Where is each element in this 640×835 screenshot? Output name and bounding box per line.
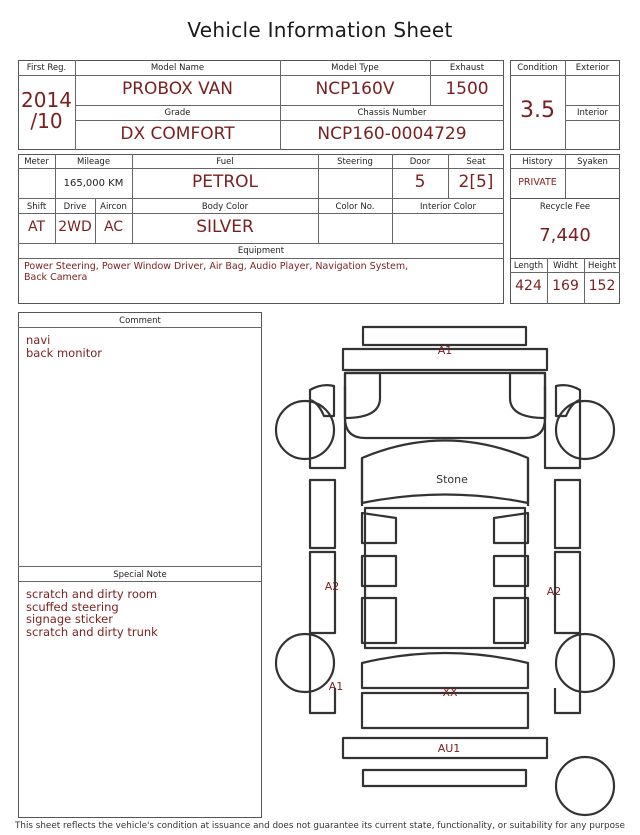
headlight-left bbox=[345, 373, 380, 418]
door-label: Door bbox=[409, 157, 431, 167]
front-bumper-bar bbox=[363, 327, 526, 345]
roof bbox=[365, 508, 525, 648]
seat-value: 2[5] bbox=[458, 172, 494, 192]
first-reg-year: 2014 bbox=[21, 88, 72, 112]
syaken-label: Syaken bbox=[577, 157, 608, 167]
sheet-title: Vehicle Information Sheet bbox=[187, 18, 453, 42]
right-door-windows bbox=[494, 513, 528, 643]
drive-value: 2WD bbox=[58, 219, 92, 235]
height-label: Height bbox=[587, 261, 617, 271]
first-reg-month: /10 bbox=[30, 109, 63, 133]
mark-right-side: A2 bbox=[546, 585, 562, 598]
grade-label: Grade bbox=[164, 108, 191, 118]
history-label: History bbox=[522, 157, 553, 167]
color-no-label: Color No. bbox=[335, 202, 375, 212]
model-name-value: PROBOX VAN bbox=[121, 79, 234, 99]
front-right-wheel bbox=[556, 401, 614, 459]
grade-value: DX COMFORT bbox=[120, 124, 235, 144]
hood bbox=[345, 373, 545, 438]
mileage-value: 165,000 KM bbox=[63, 178, 124, 189]
fuel-value: PETROL bbox=[191, 172, 259, 192]
first-reg-label: First Reg. bbox=[26, 63, 67, 73]
model-name-label: Model Name bbox=[150, 63, 205, 73]
body-color-label: Body Color bbox=[201, 202, 249, 212]
condition-score: 3.5 bbox=[520, 98, 555, 123]
seat-label: Seat bbox=[466, 157, 486, 167]
mark-rear-bumper: AU1 bbox=[437, 742, 461, 755]
comment-text bbox=[26, 334, 256, 359]
chassis-number-label: Chassis Number bbox=[357, 108, 427, 118]
right-front-door bbox=[555, 480, 580, 548]
length-label: Length bbox=[513, 261, 544, 271]
interior-label: Interior bbox=[576, 108, 608, 118]
front-left-fender bbox=[310, 385, 334, 416]
model-type-value: NCP160V bbox=[315, 79, 395, 99]
left-front-body bbox=[310, 386, 345, 468]
car-damage-diagram bbox=[270, 318, 630, 818]
aircon-value: AC bbox=[103, 219, 124, 235]
body-color-value: SILVER bbox=[196, 217, 254, 237]
special-note-line: signage sticker bbox=[26, 612, 113, 626]
special-note-line: scratch and dirty trunk bbox=[26, 624, 158, 639]
equipment-value: Power Steering, Power Window Driver, Air Bag, Audio Player, Navigation System, Back Camera bbox=[24, 261, 409, 283]
windshield bbox=[362, 441, 528, 504]
left-door-windows bbox=[362, 513, 396, 643]
steering-label: Steering bbox=[337, 157, 373, 167]
rear-window bbox=[362, 653, 528, 688]
condition-label: Condition bbox=[517, 63, 558, 73]
front-left-wheel bbox=[276, 401, 334, 459]
rear-bumper-bar bbox=[363, 770, 526, 786]
rear-right-wheel bbox=[556, 634, 614, 692]
shift-label: Shift bbox=[26, 202, 47, 212]
mark-left-side: A2 bbox=[324, 580, 340, 593]
special-note-line: scuffed steering bbox=[26, 599, 119, 614]
drive-label: Drive bbox=[63, 202, 87, 212]
disclaimer-footer: This sheet reflects the vehicle's condition at issuance and does not guarantee its current state, functionality, or suitability for any purpose bbox=[15, 821, 625, 831]
mileage-label: Mileage bbox=[76, 157, 111, 167]
left-front-door bbox=[310, 480, 335, 548]
special-note-label: Special Note bbox=[113, 570, 167, 580]
shift-value: AT bbox=[27, 219, 46, 235]
width-label: Widht bbox=[553, 261, 578, 271]
aircon-label: Aircon bbox=[100, 202, 127, 212]
history-value: PRIVATE bbox=[518, 177, 557, 188]
equipment-label: Equipment bbox=[237, 246, 285, 256]
meter-label: Meter bbox=[24, 157, 49, 167]
rear-left-wheel bbox=[276, 634, 334, 692]
front-right-fender bbox=[556, 385, 580, 416]
fuel-label: Fuel bbox=[216, 157, 234, 167]
exhaust-label: Exhaust bbox=[449, 63, 485, 73]
notes-panel bbox=[18, 312, 262, 818]
recycle-fee-label: Recycle Fee bbox=[539, 202, 591, 212]
mark-rear-left: A1 bbox=[328, 680, 344, 693]
spare-wheel bbox=[556, 757, 614, 815]
interior-color-label: Interior Color bbox=[420, 202, 476, 212]
mark-rear-center: XX bbox=[442, 686, 458, 699]
chassis-number-value: NCP160-0004729 bbox=[317, 124, 467, 144]
headlight-right bbox=[510, 373, 545, 418]
exterior-label: Exterior bbox=[575, 63, 610, 73]
recycle-fee-value: 7,440 bbox=[539, 225, 591, 246]
mark-front: A1 bbox=[437, 344, 453, 357]
length-value: 424 bbox=[515, 278, 542, 294]
exhaust-value: 1500 bbox=[445, 79, 489, 99]
comment-label: Comment bbox=[119, 316, 161, 326]
comment-line: back monitor bbox=[26, 345, 102, 360]
door-value: 5 bbox=[414, 172, 426, 192]
width-value: 169 bbox=[552, 278, 579, 294]
comment-line: navi bbox=[26, 333, 51, 347]
model-type-label: Model Type bbox=[331, 63, 379, 73]
special-note-line: scratch and dirty room bbox=[26, 587, 158, 601]
mark-stone: Stone bbox=[436, 473, 468, 486]
right-front-body bbox=[545, 386, 580, 468]
height-value: 152 bbox=[588, 278, 616, 294]
special-note-text bbox=[26, 588, 256, 638]
